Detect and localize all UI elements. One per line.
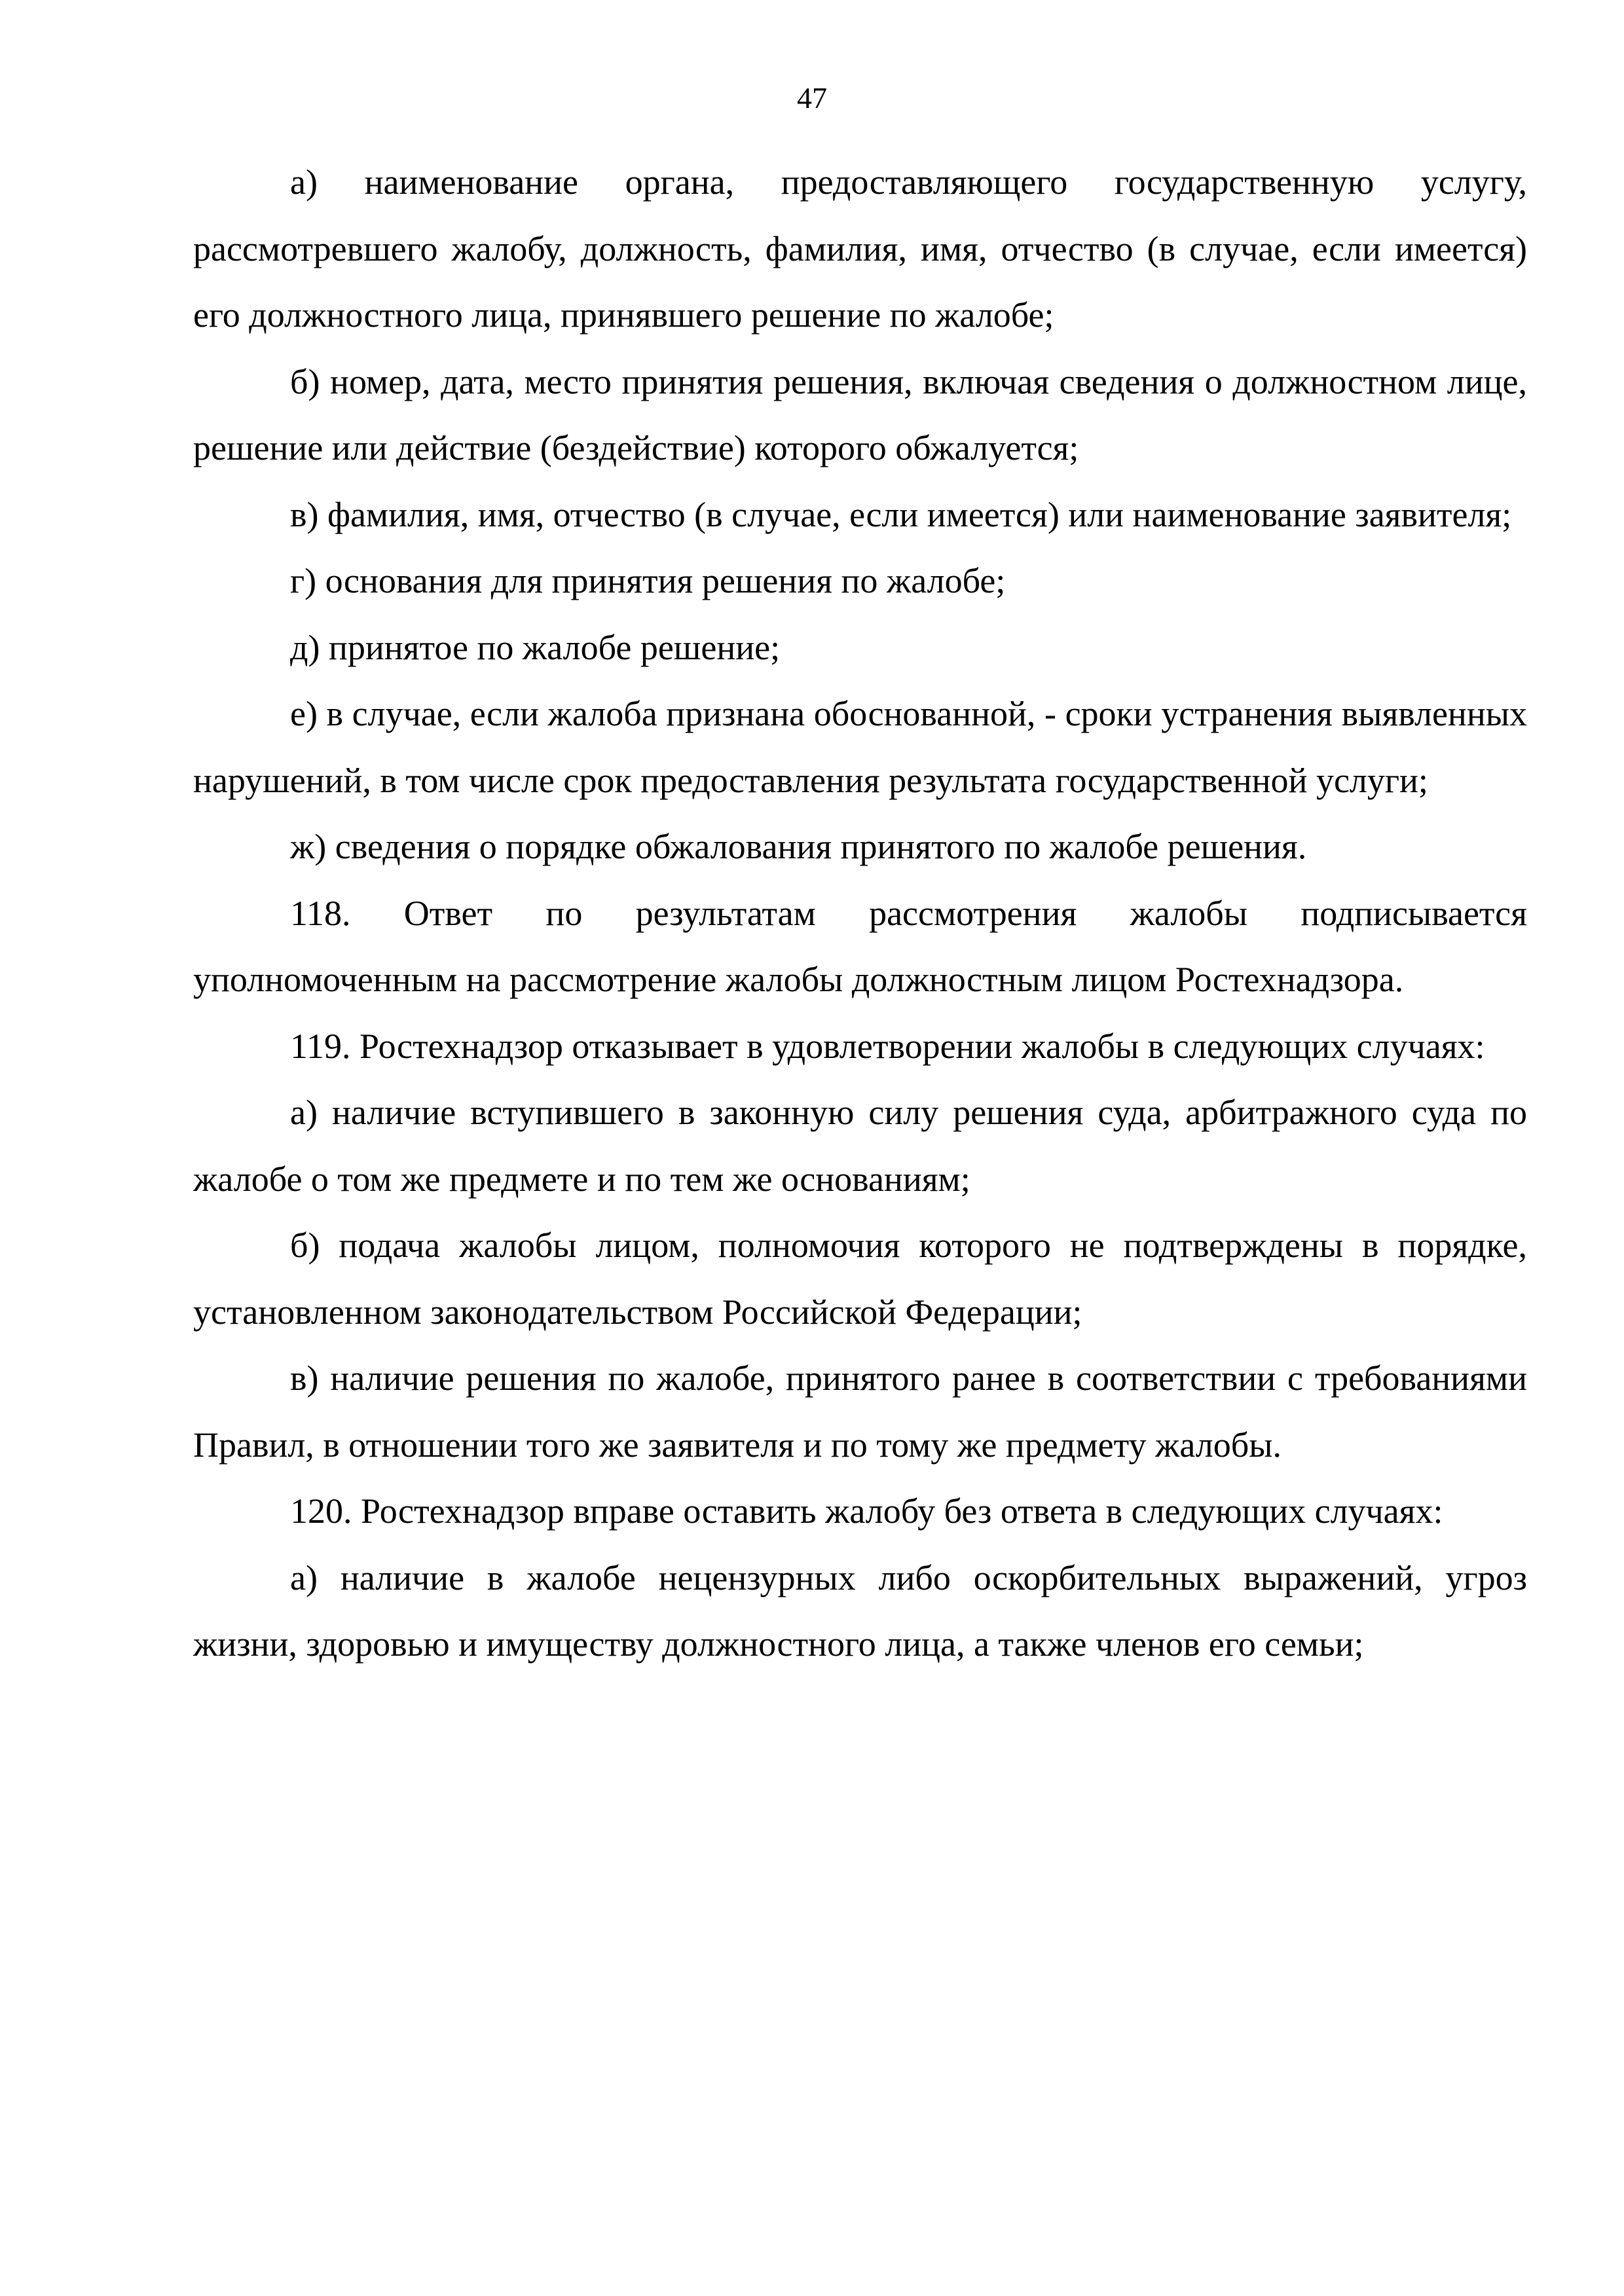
paragraph-119-v-prior-decision: в) наличие решения по жалобе, принятого ранее в соответствии с требованиями Правил, в отношении того же заявителя и по тому же предмету жалобы. [193,1358,1527,1465]
paragraph-item-e-remediation-deadlines: е) в случае, если жалоба признана обоснованной, - сроки устранения выявленных нарушений, в том числе срок предоставления результата государственной услуги; [193,694,1527,800]
paragraph-item-b-decision-details: б) номер, дата, место принятия решения, включая сведения о должностном лице, решение или действие (бездействие) которого обжалуется; [193,361,1527,467]
paragraph-120-a-offensive-language: а) наличие в жалобе нецензурных либо оскорбительных выражений, угроз жизни, здоровью и имуществу должностного лица, а также членов его семьи; [193,1558,1527,1664]
paragraph-119-refusal-cases: 119. Ростехнадзор отказывает в удовлетворении жалобы в следующих случаях: [290,1026,1485,1066]
paragraph-119-b-unconfirmed-authority: б) подача жалобы лицом, полномочия которого не подтверждены в порядке, установленном законодательством Российской Федерации; [193,1226,1527,1332]
paragraph-120-no-response-cases: 120. Ростехнадзор вправе оставить жалобу без ответа в следующих случаях: [290,1491,1443,1531]
paragraph-item-g-decision-grounds: г) основания для принятия решения по жалобе; [290,561,1006,600]
paragraph-item-v-applicant-name: в) фамилия, имя, отчество (в случае, если имеется) или наименование заявителя; [290,494,1512,534]
paragraph-118-response-signing: 118. Ответ по результатам рассмотрения жалобы подписывается уполномоченным на рассмотрение жалобы должностным лицом Ростехнадзора. [193,893,1527,999]
paragraph-119-a-court-decision: а) наличие вступившего в законную силу решения суда, арбитражного суда по жалобе о том же предмете и по тем же основаниям; [193,1093,1527,1199]
paragraph-item-d-decision-taken: д) принятое по жалобе решение; [290,627,781,667]
page-number: 47 [797,81,827,115]
paragraph-item-a-authority-name: а) наименование органа, предоставляющего государственную услугу, рассмотревшего жалобу, должность, фамилия, имя, отчество (в случае, если имеется) его должностного лица, принявшего решение по жалобе; [193,162,1527,335]
document-body [193,149,1527,1678]
paragraph-item-zh-appeal-procedure: ж) сведения о порядке обжалования принятого по жалобе решения. [290,827,1307,866]
